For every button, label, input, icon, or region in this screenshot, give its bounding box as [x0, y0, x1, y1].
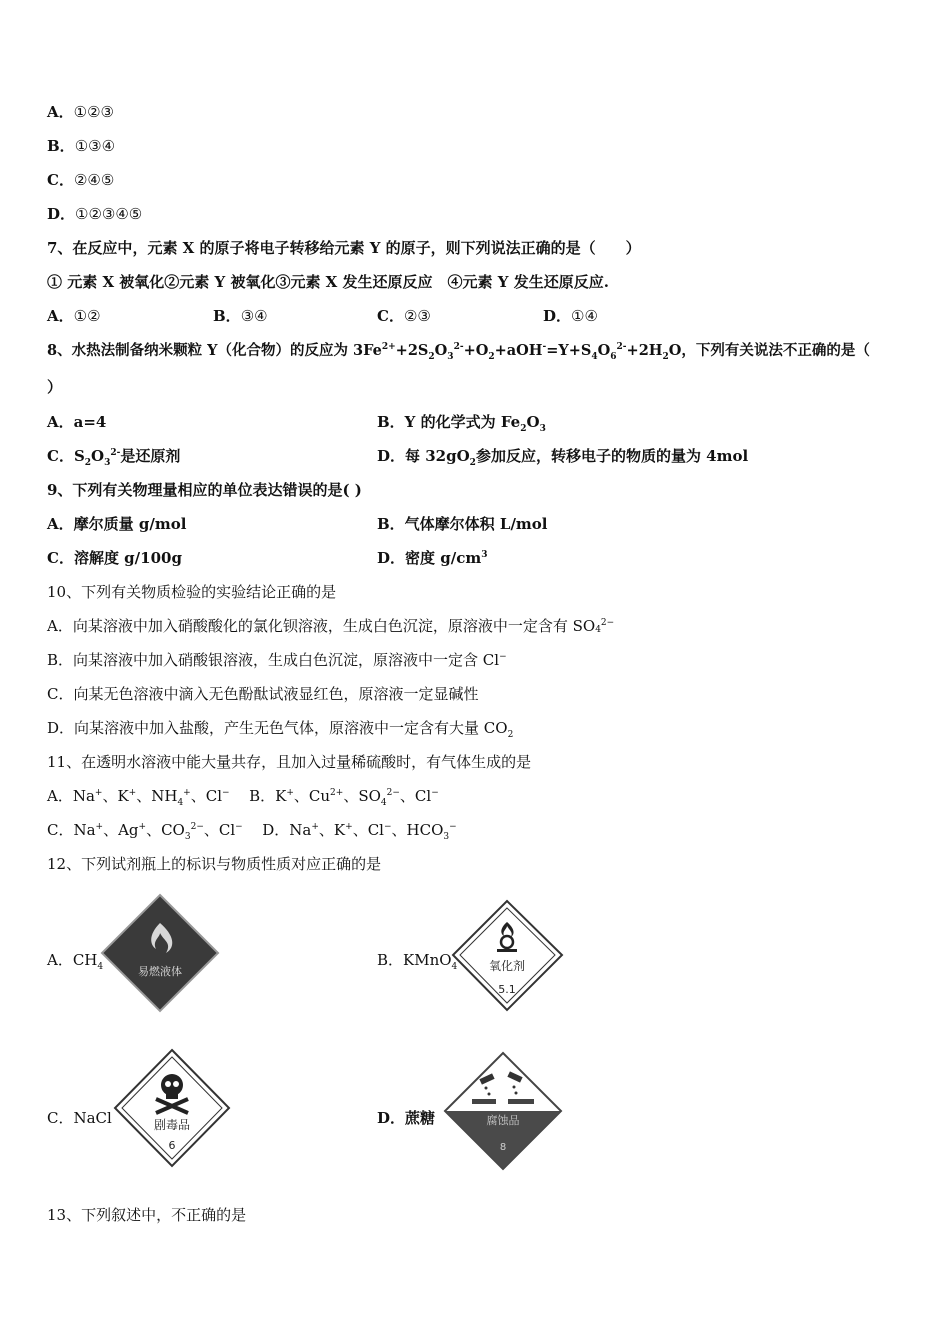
q12-option-c[interactable]: C．NaCl [47, 1109, 112, 1127]
q11-stem: 11、在透明水溶液中能大量共存，且加入过量稀硫酸时，有气体生成的是 [47, 753, 532, 771]
q8-stem: 8、水热法制备纳米颗粒 Y（化合物）的反应为 $3Fe^{2+}+2S_2O_3^{2-}+O_2+aOH^-=Y+S_4O_6^{2-}+2H_2O$，下列有关说法不正确的是（ [47, 342, 870, 362]
q9-option-b[interactable]: B．气体摩尔体积 L/mol [377, 515, 548, 533]
q12-option-d[interactable]: D．蔗糖 [377, 1109, 436, 1127]
q10-option-c[interactable]: C．向某无色溶液中滴入无色酚酞试液显红色，原溶液一定显碱性 [47, 685, 479, 703]
q11-option-b[interactable]: B．K+、$Cu^{2+}$、$SO_4^{2-}$、Cl− [249, 787, 439, 808]
q8-option-a[interactable]: A．a=4 [47, 413, 107, 431]
q11-options-ab [47, 786, 439, 806]
q6-option-d[interactable]: D．①②③④⑤ [47, 205, 143, 223]
svg-text:腐蚀品: 腐蚀品 [486, 1114, 520, 1127]
q11-option-c[interactable]: C．Na+、Ag+、$CO_3^{2-}$、Cl− [47, 821, 243, 842]
svg-text:6: 6 [168, 1139, 176, 1152]
toxic-sign [112, 1047, 232, 1169]
q7-option-c[interactable]: C．②③ [377, 307, 431, 325]
svg-text:8: 8 [499, 1142, 507, 1153]
svg-text:氧化剂: 氧化剂 [488, 959, 526, 973]
svg-text:易燃液体: 易燃液体 [138, 965, 182, 978]
q12-stem: 12、下列试剂瓶上的标识与物质性质对应正确的是 [47, 855, 382, 873]
q7-statements: ① 元素 X 被氧化②元素 Y 被氧化③元素 X 发生还原反应 ④元素 Y 发生还原反应. [47, 273, 609, 291]
q9-stem: 9、下列有关物理量相应的单位表达错误的是( ) [47, 481, 362, 499]
q8-stem-wrap: ） [47, 378, 63, 396]
oxidizer-sign [450, 898, 565, 1013]
q6-option-c[interactable]: C．②④⑤ [47, 171, 115, 189]
q13-stem: 13、下列叙述中，不正确的是 [47, 1206, 247, 1224]
q11-option-a[interactable]: A．Na+、K+、$NH_4^+$、Cl− [47, 787, 230, 808]
q11-options-cd [47, 820, 457, 840]
q10-option-a[interactable]: A．向某溶液中加入硝酸酸化的氯化钡溶液，生成白色沉淀，原溶液中一定含有 $SO_4^{2-}$ [47, 617, 615, 635]
q10-option-d[interactable]: D．向某溶液中加入盐酸，产生无色气体，原溶液中一定含有大量 $CO_2$ [47, 719, 514, 740]
q7-option-a[interactable]: A．①② [47, 307, 101, 325]
q10-stem: 10、下列有关物质检验的实验结论正确的是 [47, 583, 337, 601]
q11-option-d[interactable]: D．Na+、K+、Cl−、$HCO_3^-$ [262, 821, 457, 842]
q8-option-c[interactable]: C．$S_2O_3^{2-}$是还原剂 [47, 447, 181, 468]
q8-option-d[interactable]: D．每 $32gO_2$参加反应，转移电子的物质的量为 4mol [377, 447, 749, 468]
q9-option-c[interactable]: C．溶解度 g/100g [47, 549, 182, 567]
q7-stem: 7、在反应中，元素 X 的原子将电子转移给元素 Y 的原子，则下列说法正确的是（ ） [47, 239, 641, 257]
corrosive-sign [442, 1050, 564, 1172]
q9-option-d[interactable]: D．密度 $g/cm^3$ [377, 549, 488, 567]
flammable-liquid-sign [100, 893, 220, 1013]
q12-option-a[interactable]: A．$CH_4$ [47, 951, 104, 972]
q8-option-b[interactable]: B．Y 的化学式为 $Fe_2O_3$ [377, 413, 546, 434]
svg-text:5.1: 5.1 [498, 983, 516, 996]
q9-option-a[interactable]: A．摩尔质量 g/mol [47, 515, 187, 533]
q10-option-b[interactable]: B．向某溶液中加入硝酸银溶液，生成白色沉淀，原溶液中一定含 Cl− [47, 651, 507, 669]
q6-option-b[interactable]: B．①③④ [47, 137, 116, 155]
q7-option-d[interactable]: D．①④ [543, 307, 598, 325]
svg-text:剧毒品: 剧毒品 [153, 1118, 191, 1132]
q6-option-a[interactable]: A．①②③ [47, 103, 114, 121]
q7-option-b[interactable]: B．③④ [213, 307, 268, 325]
q12-option-b[interactable]: B．KMnO$_4$ [377, 951, 458, 972]
